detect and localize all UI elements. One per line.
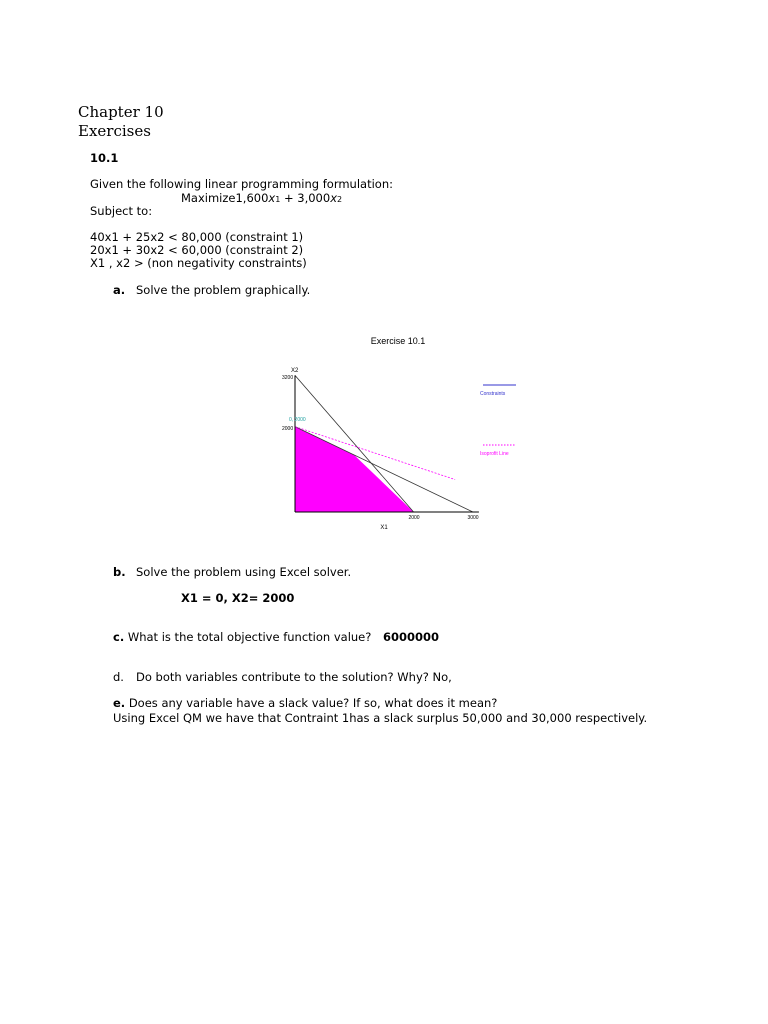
- part-b-text: Solve the problem using Excel solver.: [136, 565, 352, 579]
- part-a-label: a.: [113, 283, 126, 297]
- part-c-answer: 6000000: [383, 630, 440, 644]
- subject-to: Subject to:: [90, 204, 153, 218]
- legend-isoprofit-label: Isoprofit Line: [480, 451, 509, 457]
- objective-prefix: Maximize1,600: [181, 191, 269, 205]
- part-c-row: [113, 630, 439, 644]
- chart-title: Exercise 10.1: [370, 336, 426, 346]
- y-tick-label: 2000: [282, 426, 294, 432]
- part-d-text: Do both variables contribute to the solution? Why? No,: [136, 670, 452, 684]
- part-e-text: Does any variable have a slack value? If so, what does it mean?: [128, 696, 498, 710]
- part-d-label: d.: [113, 670, 124, 684]
- y-tick-label: 3200: [282, 375, 294, 381]
- feasible-region: [295, 427, 414, 512]
- x-tick-label: 2000: [408, 515, 420, 521]
- x-tick-label: 3000: [467, 515, 479, 521]
- section-title: Exercises: [78, 122, 151, 140]
- part-e-row: [113, 696, 497, 710]
- problem-intro: Given the following linear programming formulation:: [90, 177, 393, 191]
- point-label: 0, 2000: [289, 417, 306, 423]
- y-axis-label: X2: [291, 368, 299, 374]
- constraint-2: 20x1 + 30x2 < 60,000 (constraint 2): [90, 243, 304, 257]
- part-b-label: b.: [113, 565, 126, 579]
- part-e-label: e.: [113, 696, 126, 710]
- part-b-answer: X1 = 0, X2= 2000: [181, 591, 295, 605]
- objective-function: [181, 191, 342, 205]
- part-a-text: Solve the problem graphically.: [136, 283, 311, 297]
- objective-x1-sub: 1: [275, 195, 281, 204]
- exercise-number: 10.1: [90, 151, 119, 165]
- constraint-3: X1 , x2 > (non negativity constraints): [90, 256, 307, 270]
- x-axis-label: X1: [380, 525, 388, 531]
- part-c-label: c.: [113, 630, 125, 644]
- part-c-text: What is the total objective function value?: [127, 630, 372, 644]
- chapter-title: Chapter 10: [78, 103, 164, 121]
- graph-chart: [260, 330, 530, 540]
- objective-mid: + 3,000: [280, 191, 331, 205]
- objective-x2-sub: 2: [337, 195, 343, 204]
- legend-constraints-label: Constraints: [480, 391, 506, 397]
- part-e-answer: Using Excel QM we have that Contraint 1has a slack surplus 50,000 and 30,000 respectively.: [113, 711, 648, 725]
- objective-x2: x: [330, 191, 337, 205]
- constraint-1: 40x1 + 25x2 < 80,000 (constraint 1): [90, 230, 304, 244]
- objective-x1: x: [268, 191, 276, 205]
